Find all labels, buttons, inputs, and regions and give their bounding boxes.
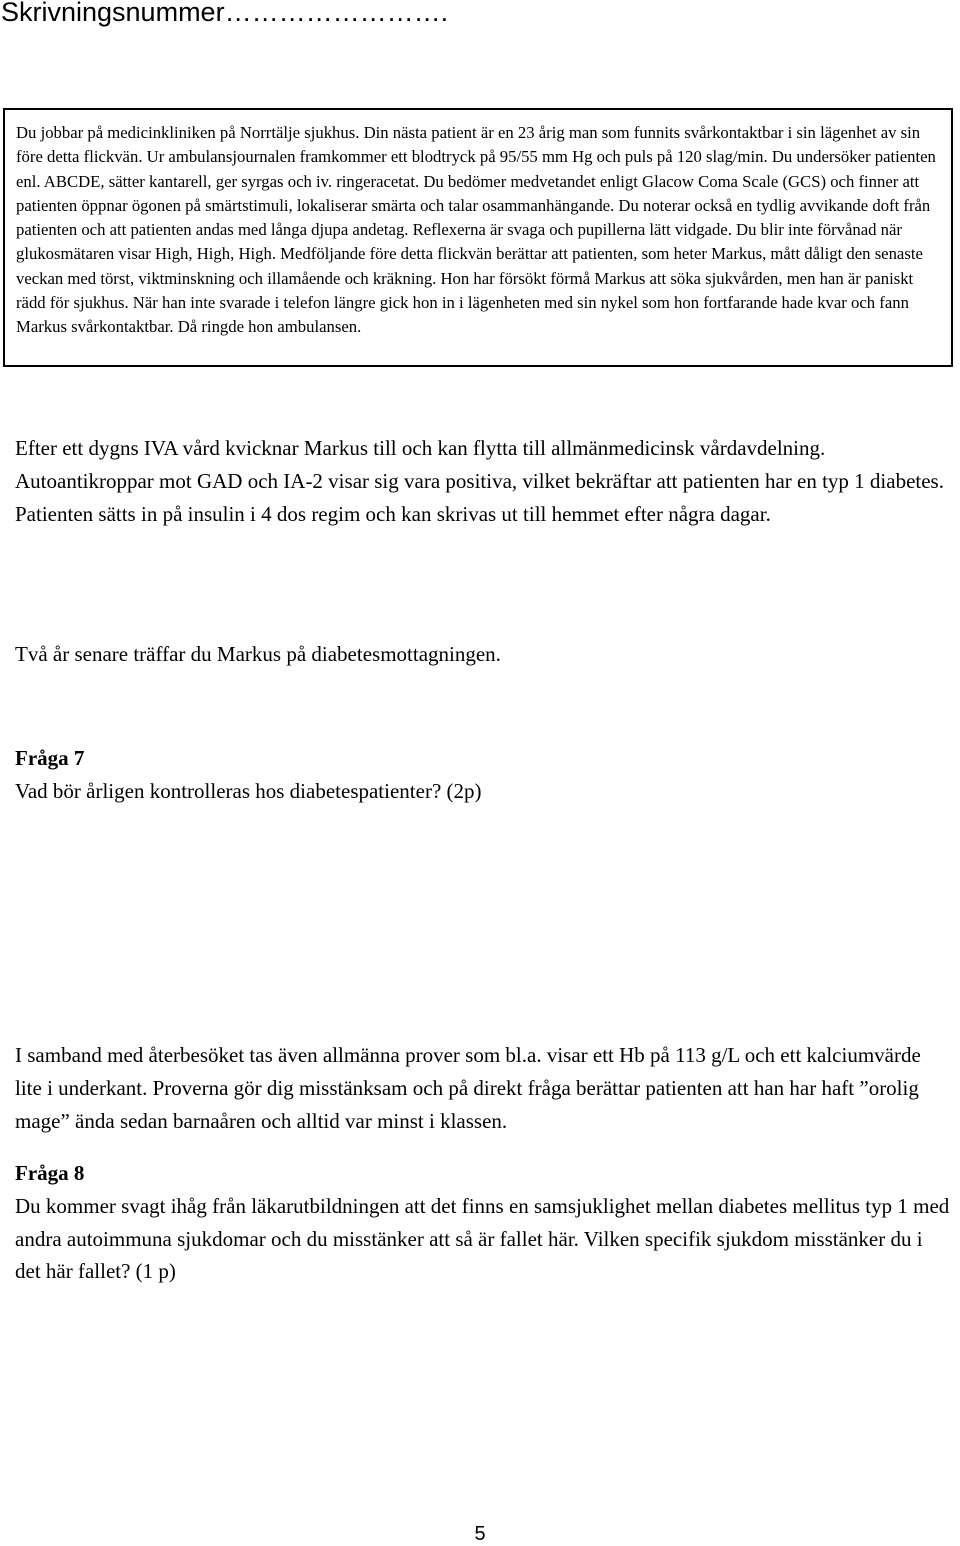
case-description-text: Du jobbar på medicinkliniken på Norrtälje sjukhus. Din nästa patient är en 23 årig man som funnits svårkontaktbar i sin lägenhet av sin före detta flickvän. Ur ambulansjournalen framkommer ett blodtryck på 95/55 mm Hg och puls på 120 slag/min. Du undersöker patienten enl. ABCDE, sätter kantarell, ger syrgas och iv. ringeracetat. Du bedömer medvetandet enligt Glacow Coma Scale (GCS) och finner att patienten öppnar ögonen på smärtstimuli, lokaliserar smärta och talar osammanhängande. Du noterar också en tydlig avvikande doft från patienten och att patienten andas med långa djupa andetag. Reflexerna är svaga och pupillerna lätt vidgade. Du blir inte förvånad när glukosmätaren visar High, High, High. Medföljande före detta flickvän berättar att patienten, som heter Markus, mått dåligt den senaste veckan med törst, viktminskning och illamående och kräkning. Hon har försökt förmå Markus att söka sjukvården, men han är paniskt rädd för sjukhus. När han inte svarade i telefon längre gick hon in i lägenheten med sin nykel som hon fortfarande hade kvar och fann Markus svårkontaktbar. Då ringde hon ambulansen.	[16, 123, 936, 337]
page-number: 5	[474, 1523, 486, 1545]
question-7-text: Vad bör årligen kontrolleras hos diabetespatienter? (2p)	[15, 778, 482, 803]
question-8	[15, 1157, 950, 1288]
question-8-text: Du kommer svagt ihåg från läkarutbildningen att det finns en samsjuklighet mellan diabetes mellitus typ 1 med andra autoimmuna sjukdomar och du misstänker att så är fallet här. Vilken specifik sjukdom misstänker du i det här fallet? (1 p)	[15, 1193, 950, 1284]
two-years-paragraph: Två år senare träffar du Markus på diabetesmottagningen.	[15, 642, 501, 666]
question-7	[15, 742, 950, 808]
case-description-box	[3, 108, 953, 367]
followup-paragraph: I samband med återbesöket tas även allmänna prover som bl.a. visar ett Hb på 113 g/L och ett kalciumvärde lite i underkant. Proverna gör dig misstänksam och på direkt fråga berättar patienten att han har haft ”orolig mage” ända sedan barnaåren och alltid var minst i klassen.	[15, 1043, 921, 1133]
question-7-label: Fråga 7	[15, 746, 85, 770]
iva-paragraph: Efter ett dygns IVA vård kvicknar Markus till och kan flytta till allmänmedicinsk vårdavdelning. Autoantikroppar mot GAD och IA-2 visar sig vara positiva, vilket bekräftar att patienten har en typ 1 diabetes. Patienten sätts in på insulin i 4 dos regim och kan skrivas ut till hemmet efter några dagar.	[15, 436, 944, 526]
student-number-label: Skrivningsnummer…………………….	[1, 0, 449, 27]
question-8-label: Fråga 8	[15, 1161, 85, 1185]
